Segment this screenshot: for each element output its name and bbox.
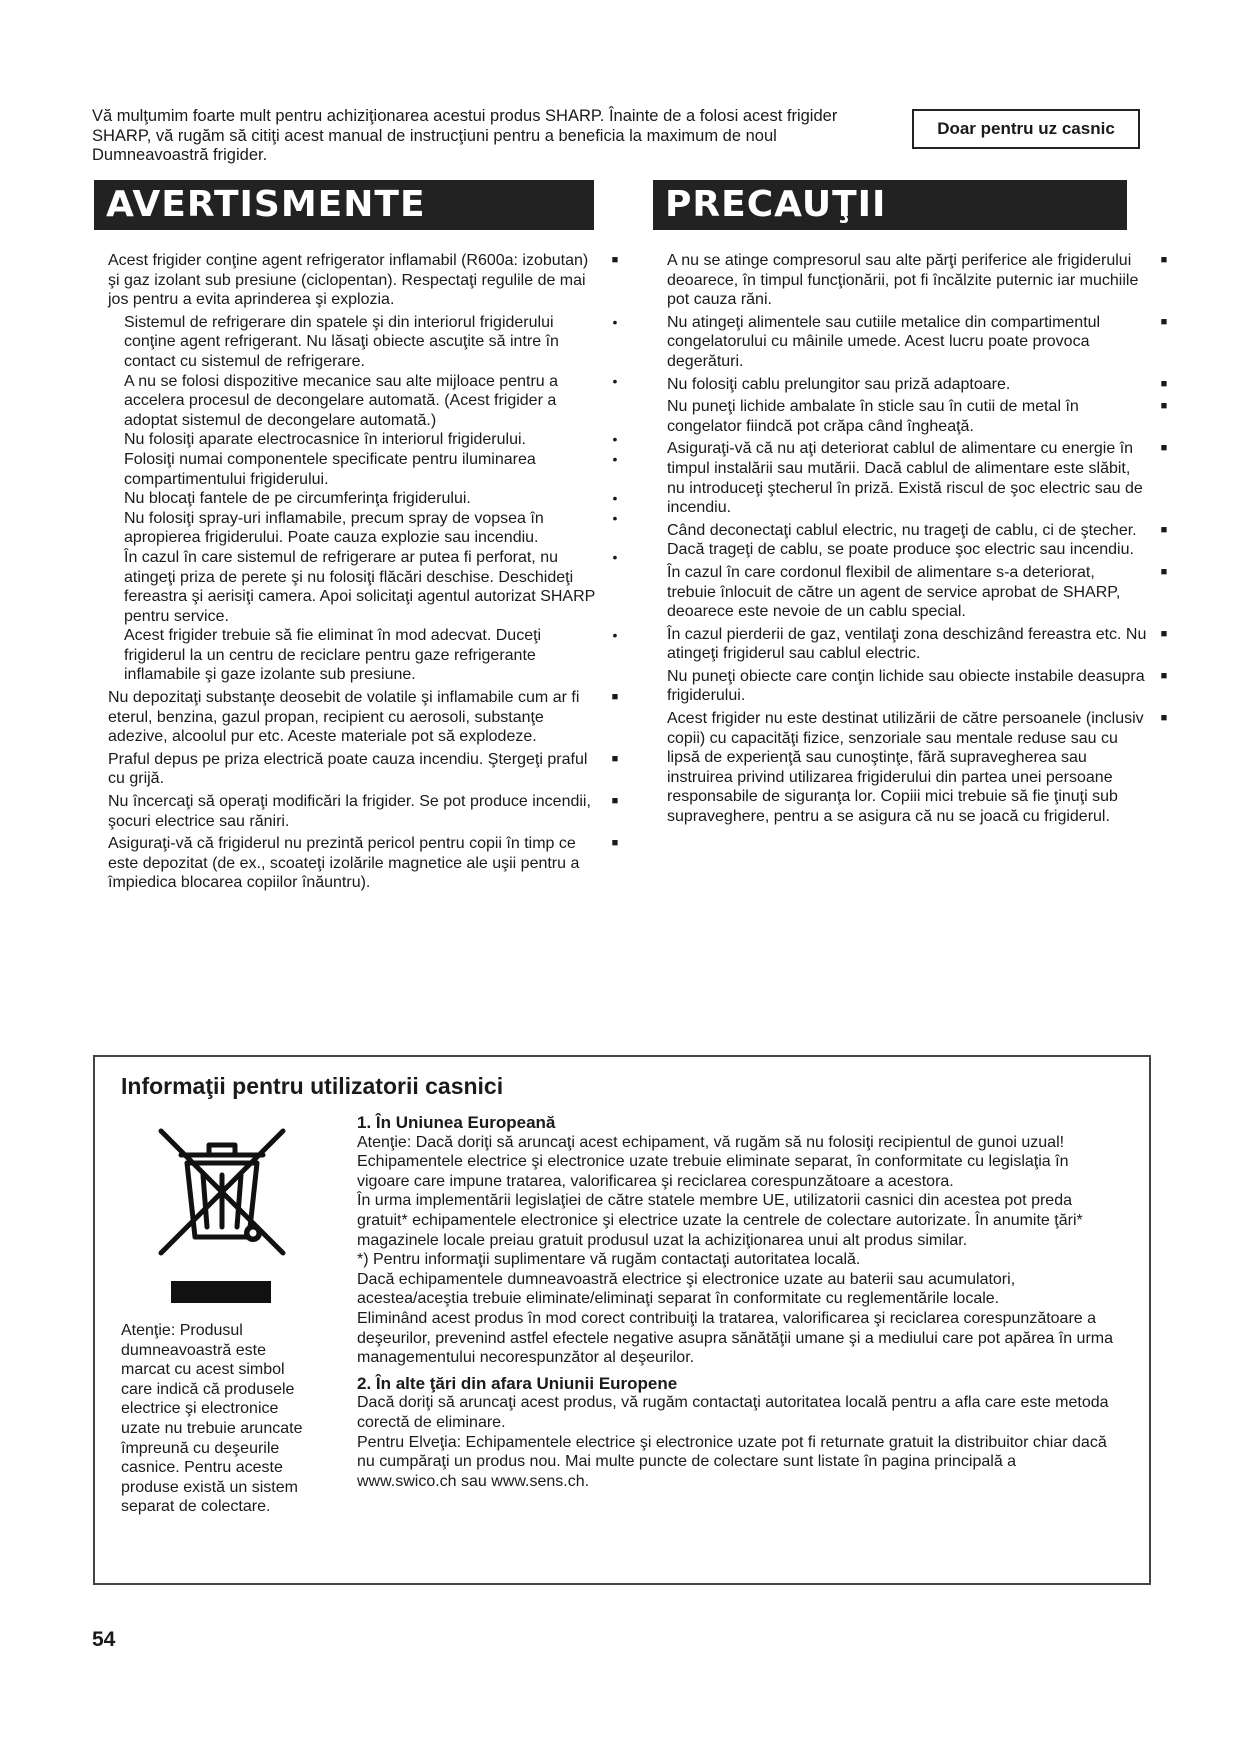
precautions-list — [667, 251, 1177, 830]
square-bullet-icon: ■ — [611, 837, 619, 850]
square-bullet-icon: ■ — [1160, 442, 1168, 455]
dot-bullet-icon: • — [612, 431, 618, 448]
dot-bullet-icon: • — [612, 313, 618, 330]
warning-item: Asiguraţi-vă că frigiderul nu prezintă pericol pentru copii în timp ce este depozitat (de ex., scoateţi izolările magnetice ale uşii pentru a împiedica blocarea copiilor înăuntru). ■ — [108, 834, 628, 893]
dot-bullet-icon: • — [612, 548, 618, 565]
square-bullet-icon: ■ — [1160, 523, 1168, 536]
caution-note: Atenţie: Produsul dumneavoastră este marcat cu acest simbol care indică că produsele electrice şi electronice uzate nu trebuie aruncate împreună cu deşeurile casnice. Pentru aceste produse există un sistem separat de colectare. — [121, 1322, 303, 1516]
precaution-item: Nu folosiţi cablu prelungitor sau priză adaptoare. ■ — [667, 375, 1177, 395]
warnings-list — [108, 251, 628, 896]
precaution-item: Nu puneţi obiecte care conţin lichide sau obiecte instabile deasupra frigiderului. ■ — [667, 667, 1177, 706]
eu-paragraph: Eliminând acest produs în mod corect contribuiţi la tratarea, valorificarea şi reciclarea corespunzătoare a deşeurilor, prevenind astfel efectele negative asupra sănătăţii umane şi a mediului care pot apărea în urma managementului necorespunzător al deşeurilor. — [357, 1309, 1114, 1367]
warning-item: Praful depus pe priza electrică poate cauza incendiu. Ştergeţi praful cu grijă. ■ — [108, 750, 628, 789]
intro-text: Vă mulţumim foarte mult pentru achiziţionarea acestui produs SHARP. Înainte de a folosi acest frigider SHARP, vă rugăm să citiţi acest manual de instrucţiuni pentru a beneficia la maximum de noul Dumneavoastră frigider. — [92, 107, 838, 164]
dot-bullet-icon: • — [612, 627, 618, 644]
precaution-item: Când deconectaţi cablul electric, nu trageţi de cablu, ci de ştecher. Dacă trageţi de cablu, se poate produce şoc electric sau incendiu. ■ — [667, 521, 1177, 560]
precaution-item: Nu puneţi lichide ambalate în sticle sau în cutii de metal în congelator fiindcă pot crăpa când îngheaţă. ■ — [667, 397, 1177, 436]
precaution-item: Asiguraţi-vă că nu aţi deteriorat cablul de alimentare cu energie în timpul instalării sau mutării. Dacă cablul de alimentare este slăbit, nu introduceţi ştecherul în priză. Există riscul de şoc electric sau de incendiu. ■ — [667, 439, 1177, 517]
warning-subitem: În cazul în care sistemul de refrigerare ar putea fi perforat, nu atingeţi priza de perete şi nu folosiţi flăcări deschise. Deschideţi fereastra şi aerisiţi camera. Apoi solicitaţi agentul autorizat SHARP pentru service. • — [108, 548, 628, 626]
household-info-box — [93, 1055, 1151, 1585]
warning-item: Nu depozitaţi substanţe deosebit de volatile şi inflamabile cum ar fi eterul, benzina, gazul propan, recipient cu aerosoli, substanţe adezive, alcoolul pur etc. Aceste materiale pot să explodeze. ■ — [108, 688, 628, 747]
weee-black-bar — [171, 1281, 271, 1303]
eu-paragraph: Echipamentele electrice şi electronice uzate trebuie eliminate separat, în conformitate cu legislaţia în vigoare care impune tratarea, valorificarea şi reciclarea corespunzătoare a acestora. — [357, 1153, 1069, 1190]
eu-paragraph: *) Pentru informaţii suplimentare vă rugăm contactaţi autoritatea locală. — [357, 1251, 861, 1269]
square-bullet-icon: ■ — [1160, 669, 1168, 682]
non-eu-paragraph: Pentru Elveţia: Echipamentele electrice şi electronice uzate pot fi returnate gratuit la distribuitor chiar dacă nu cumpăraţi un produs nou. Mai multe puncte de colectare sunt listate în pagina principală a www.swico.ch sau www.sens.ch. — [357, 1433, 1107, 1490]
square-bullet-icon: ■ — [1160, 315, 1168, 328]
warning-subitem: A nu se folosi dispozitive mecanice sau alte mijloace pentru a accelera procesul de decongelare automată. (Acest frigider a adoptat sistemul de decongelare automată.) • — [108, 372, 628, 431]
dot-bullet-icon: • — [612, 509, 618, 526]
warning-item: Acest frigider conţine agent refrigerator inflamabil (R600a: izobutan) şi gaz izolant sub presiune (ciclopentan). Respectaţi regulile de mai jos pentru a evita aprinderea şi explozia. ■ — [108, 251, 628, 310]
crossed-out-bin-icon — [153, 1125, 291, 1259]
warning-item: Nu încercaţi să operaţi modificări la frigider. Se pot produce incendii, şocuri electrice sau răniri. ■ — [108, 792, 628, 831]
square-bullet-icon: ■ — [611, 691, 619, 704]
warning-subitem: Folosiţi numai componentele specificate pentru iluminarea compartimentului frigiderului. • — [108, 450, 628, 489]
eu-paragraph: În urma implementării legislaţiei de către statele membre UE, utilizatorii casnici din acestea pot preda gratuit* echipamentele electronice şi electrice uzate la centrele de colectare autorizate. În anumite ţări* magazinele locale preiau gratuit produsul uzat la achiziţionarea unui alt produs similar. — [357, 1192, 1083, 1249]
square-bullet-icon: ■ — [1160, 712, 1168, 725]
warning-subitem: Sistemul de refrigerare din spatele şi din interiorul frigiderului conţine agent refrigerant. Nu lăsaţi obiecte ascuţite să intre în contact cu sistemul de refrigerare. • — [108, 313, 628, 372]
page-number: 54 — [92, 1628, 116, 1651]
non-eu-paragraph: Dacă doriţi să aruncaţi acest produs, vă rugăm contactaţi autoritatea locală pentru a afla care este metoda corectă de eliminare. — [357, 1394, 1109, 1431]
precaution-item: Acest frigider nu este destinat utilizării de către persoanele (inclusiv copii) cu capacităţi fizice, senzoriale sau mentale reduse sau cu lipsă de experienţă sau cunoştinţe, fără supravegherea sau instruirea privind utilizarea frigiderului din partea unei persoane responsabile de siguranţa lor. Copiii mici trebuie să fie ţinuţi sub supraveghere, pentru a se asigura că nu se joacă cu frigiderul. ■ — [667, 709, 1177, 827]
precautions-heading: PRECAUŢII — [653, 180, 1127, 230]
square-bullet-icon: ■ — [611, 254, 619, 266]
warning-subitem: Acest frigider trebuie să fie eliminat în mod adecvat. Duceţi frigiderul la un centru de reciclare pentru gaze refrigerante inflamabile şi gaze izolante sub presiune. • — [108, 626, 628, 685]
square-bullet-icon: ■ — [1160, 627, 1168, 640]
precaution-item: În cazul pierderii de gaz, ventilaţi zona deschizând fereastra etc. Nu atingeţi frigiderul sau cablul electric. ■ — [667, 625, 1177, 664]
square-bullet-icon: ■ — [611, 795, 619, 808]
warning-subitem: Nu folosiţi aparate electrocasnice în interiorul frigiderului. • — [108, 430, 628, 450]
info-body — [357, 1113, 1117, 1491]
non-eu-heading: 2. În alte ţări din afara Uniunii Europene — [357, 1373, 678, 1393]
precaution-item: În cazul în care cordonul flexibil de alimentare s-a deteriorat, trebuie înlocuit de către un agent de service aprobat de SHARP, deoarece este nevoie de un cablu special. ■ — [667, 563, 1177, 622]
household-use-badge: Doar pentru uz casnic — [912, 109, 1140, 149]
square-bullet-icon: ■ — [1160, 565, 1168, 578]
precaution-item: Nu atingeţi alimentele sau cutiile metalice din compartimentul congelatorului cu mâinile umede. Acest lucru poate provoca degerături. ■ — [667, 313, 1177, 372]
info-title: Informaţii pentru utilizatorii casnici — [121, 1073, 504, 1099]
warning-subitem: Nu blocaţi fantele de pe circumferinţa frigiderului. • — [108, 489, 628, 509]
eu-paragraph: Atenţie: Dacă doriţi să aruncaţi acest echipament, vă rugăm să nu folosiţi recipientul de gunoi uzual! — [357, 1133, 1065, 1151]
square-bullet-icon: ■ — [611, 752, 619, 765]
precaution-item: A nu se atinge compresorul sau alte părţi periferice ale frigiderului deoarece, în timpul funcţionării, pot fi încălzite puternic iar muchiile pot cauza răni. ■ — [667, 251, 1177, 310]
dot-bullet-icon: • — [612, 490, 618, 507]
warning-subitem: Nu folosiţi spray-uri inflamabile, precum spray de vopsea în apropierea frigiderului. Poate cauza explozie sau incendiu. • — [108, 509, 628, 548]
warnings-heading: AVERTISMENTE — [94, 180, 594, 230]
square-bullet-icon: ■ — [1160, 254, 1168, 266]
square-bullet-icon: ■ — [1160, 400, 1168, 413]
eu-paragraph: Dacă echipamentele dumneavoastră electrice şi electronice uzate au baterii sau acumulatori, acestea/aceştia trebuie eliminate/eliminaţi separat în conformitate cu reglementările locale. — [357, 1270, 1016, 1308]
dot-bullet-icon: • — [612, 372, 618, 389]
square-bullet-icon: ■ — [1160, 377, 1168, 390]
dot-bullet-icon: • — [612, 450, 618, 467]
eu-heading: 1. În Uniunea Europeană — [357, 1113, 556, 1132]
